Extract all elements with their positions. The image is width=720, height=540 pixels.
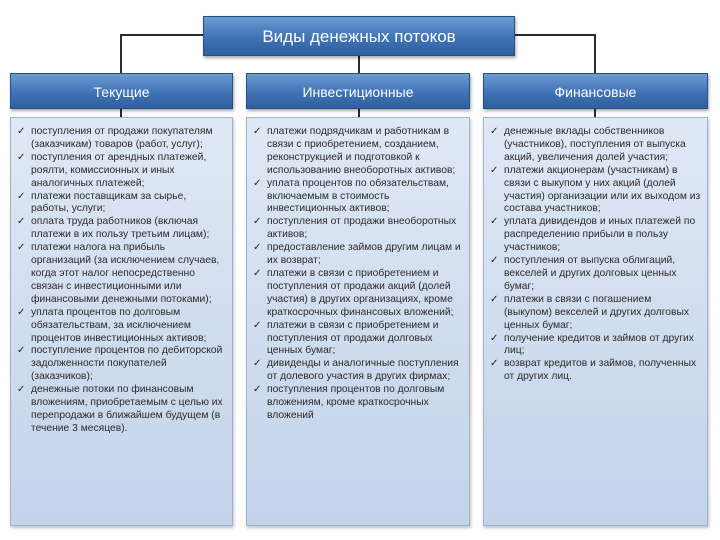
checkmark-icon: ✓	[17, 242, 26, 254]
list-item	[253, 178, 463, 217]
list-item	[17, 126, 226, 152]
list-item-text: платежи в связи с приобретением и поступления от продажи долговых ценных бумаг;	[267, 319, 439, 357]
checkmark-icon: ✓	[490, 164, 499, 176]
checkmark-icon: ✓	[253, 216, 262, 228]
item-list	[253, 126, 463, 423]
connector-line	[594, 34, 596, 74]
checkmark-icon: ✓	[253, 384, 262, 396]
checkmark-icon: ✓	[490, 358, 499, 370]
list-item	[17, 242, 226, 307]
list-item-text: платежи в связи с погашением (выкупом) векселей и других долговых ценных бумаг;	[504, 293, 690, 331]
list-item	[253, 216, 463, 242]
list-item-text: предоставление займов другим лицам и их возврат;	[267, 242, 461, 267]
checkmark-icon: ✓	[17, 216, 26, 228]
list-item	[17, 216, 226, 242]
checkmark-icon: ✓	[490, 293, 499, 305]
list-item-text: денежные вклады собственников (участников), поступления от выпуска акций, увеличения долей участия;	[504, 126, 686, 163]
list-item	[490, 294, 701, 333]
list-item-text: уплата процентов по обязательствам, включаемым в стоимость инвестиционных активов;	[267, 177, 449, 215]
checkmark-icon: ✓	[17, 306, 26, 318]
checkmark-icon: ✓	[253, 319, 262, 331]
column-header-current: Текущие	[10, 73, 233, 109]
list-item	[17, 345, 226, 384]
list-item-text: платежи подрядчикам и работникам в связи с приобретением, созданием, реконструкцией и подготовкой к использованию внеоборотных активов;	[267, 126, 456, 176]
panel-investment	[246, 117, 470, 526]
list-item-text: поступления от арендных платежей, роялти, комиссионных и иных аналогичных платежей;	[31, 151, 207, 189]
column-header-investment: Инвестиционные	[246, 73, 470, 109]
list-item-text: поступления от продажи внеоборотных активов;	[267, 216, 457, 241]
checkmark-icon: ✓	[253, 267, 262, 279]
list-item	[490, 165, 701, 217]
checkmark-icon: ✓	[17, 126, 26, 137]
checkmark-icon: ✓	[490, 255, 499, 267]
item-list	[17, 126, 226, 436]
checkmark-icon: ✓	[490, 216, 499, 228]
list-item-text: уплата процентов по долговым обязательствам, за исключением процентов инвестиционных активов;	[31, 306, 207, 344]
connector-line	[358, 56, 360, 74]
checkmark-icon: ✓	[490, 126, 499, 137]
panel-current	[10, 117, 233, 526]
list-item	[17, 152, 226, 191]
list-item-text: поступление процентов по дебиторской задолженности покупателей (заказчиков);	[31, 345, 223, 383]
checkmark-icon: ✓	[253, 126, 262, 137]
list-item	[490, 333, 701, 359]
list-item	[490, 358, 701, 384]
connector-line	[120, 34, 204, 36]
list-item-text: уплата дивидендов и иных платежей по распределению прибыли в пользу участников;	[504, 216, 696, 254]
list-item-text: поступления от выпуска облигаций, векселей и других долговых ценных бумаг;	[504, 255, 677, 292]
list-item	[253, 268, 463, 320]
checkmark-icon: ✓	[17, 151, 26, 163]
connector-line	[120, 34, 122, 74]
checkmark-icon: ✓	[17, 345, 26, 357]
list-item-text: поступления процентов по долговым вложениям, кроме краткосрочных вложений	[267, 384, 445, 421]
list-item-text: платежи в связи с приобретением и поступления от продажи акций (долей участия) в других организациях, кроме краткосрочных финансовых вложений;	[267, 267, 454, 318]
list-item-text: возврат кредитов и займов, полученных от других лиц.	[504, 358, 697, 383]
diagram-title: Виды денежных потоков	[203, 16, 515, 56]
list-item-text: дивиденды и аналогичные поступления от долевого участия в других фирмах;	[267, 358, 459, 383]
checkmark-icon: ✓	[17, 384, 26, 396]
list-item	[253, 384, 463, 423]
list-item	[490, 216, 701, 255]
connector-line	[515, 34, 595, 36]
column-header-financial: Финансовые	[483, 73, 708, 109]
list-item-text: получение кредитов и займов от других лиц;	[504, 332, 694, 357]
item-list	[490, 126, 701, 384]
list-item	[17, 307, 226, 346]
list-item	[490, 255, 701, 294]
list-item	[253, 242, 463, 268]
checkmark-icon: ✓	[253, 242, 262, 254]
list-item-text: платежи налога на прибыль организаций (за исключением случаев, когда этот налог непосредственно связан с инвестиционными или финансовыми денежными потоками);	[31, 242, 220, 305]
list-item-text: денежные потоки по финансовым вложениям, приобретаемым с целью их перепродажи в ближайшем будущем (в течение 3 месяцев).	[31, 384, 223, 434]
panel-financial	[483, 117, 708, 526]
list-item-text: поступления от продажи покупателям (заказчикам) товаров (работ, услуг);	[31, 126, 213, 150]
list-item-text: оплата труда работников (включая платежи в их пользу третьим лицам);	[31, 216, 210, 241]
checkmark-icon: ✓	[490, 332, 499, 344]
list-item	[490, 126, 701, 165]
list-item-text: платежи поставщикам за сырье, работы, услуги;	[31, 190, 187, 215]
list-item	[17, 384, 226, 436]
checkmark-icon: ✓	[17, 190, 26, 202]
list-item	[253, 358, 463, 384]
list-item	[253, 126, 463, 178]
list-item-text: платежи акционерам (участникам) в связи с выкупом у них акций (долей участия) организации или их выходом из состава участников;	[504, 164, 701, 215]
list-item	[17, 191, 226, 217]
checkmark-icon: ✓	[253, 177, 262, 189]
list-item	[253, 320, 463, 359]
checkmark-icon: ✓	[253, 358, 262, 370]
